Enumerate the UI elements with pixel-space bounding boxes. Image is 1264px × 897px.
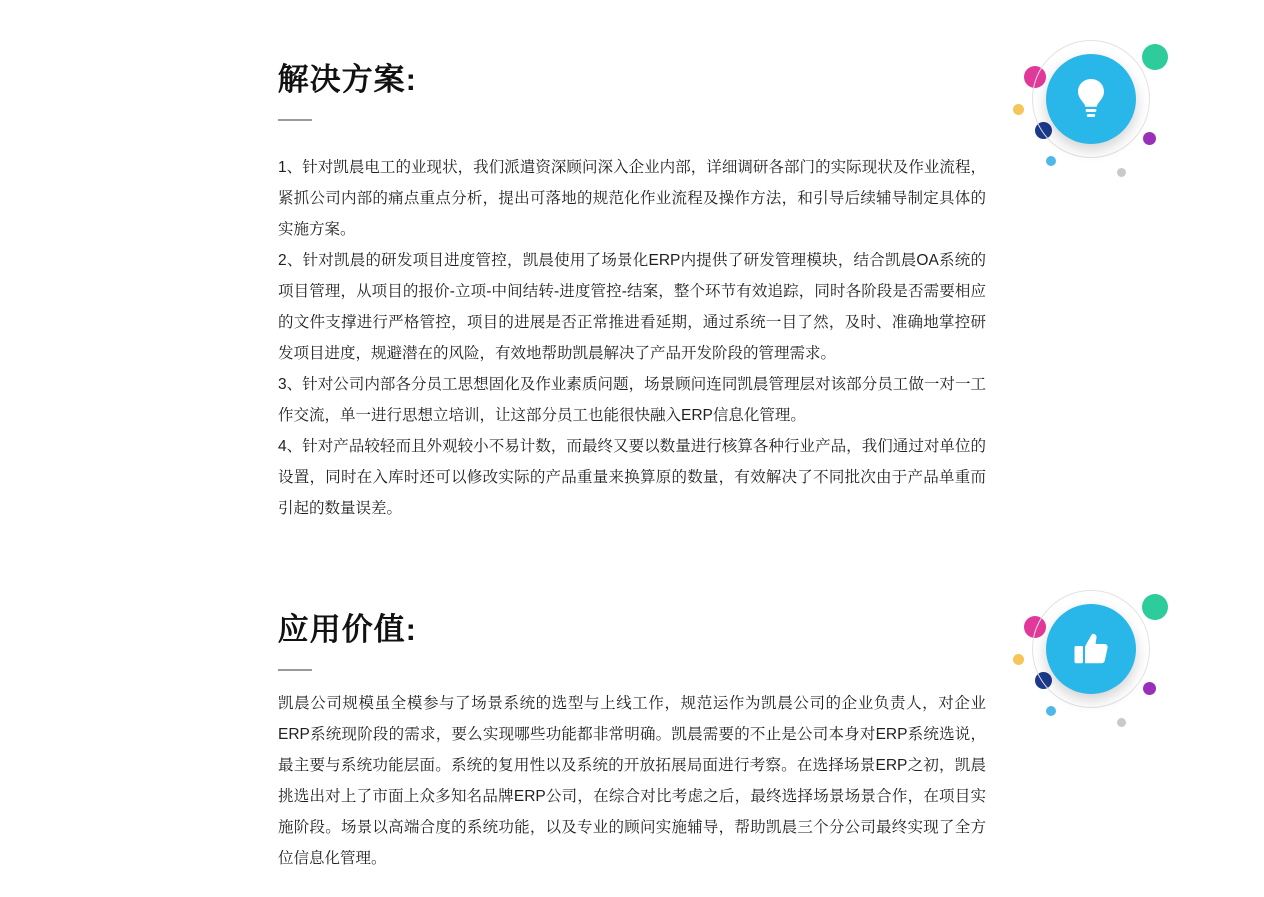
decorative-dot-grey: [1117, 168, 1126, 177]
heading-rule: [278, 119, 312, 121]
section-heading: 应用价值:: [278, 612, 418, 647]
decorative-dot-violet: [1143, 132, 1156, 145]
decorative-dot-amber: [1013, 104, 1024, 115]
lightbulb-badge: [1014, 28, 1174, 186]
section-value: [0, 578, 1264, 867]
decorative-dot-violet: [1143, 682, 1156, 695]
section-body: [278, 152, 986, 524]
paragraph: 4、针对产品较轻而且外观较小不易计数，而最终又要以数量进行核算各种行业产品，我们通过对单位的设置，同时在入库时还可以修改实际的产品重量来换算原的数量，有效解决了不同批次由于产品单重而引起的数量误差。: [278, 438, 986, 517]
section-body: [278, 688, 986, 874]
paragraph: 1、针对凯晨电工的业现状，我们派遣资深顾问深入企业内部，详细调研各部门的实际现状及作业流程，紧抓公司内部的痛点重点分析，提出可落地的规范化作业流程及操作方法，和引导后续辅导制定具体的实施方案。: [278, 159, 986, 238]
decorative-dot-grey: [1117, 718, 1126, 727]
decorative-dot-green: [1142, 594, 1168, 620]
decorative-dot-sky: [1046, 706, 1056, 716]
section-solution: [0, 28, 1264, 517]
section-heading: 解决方案:: [278, 62, 418, 97]
section-heading-wrap: [278, 54, 417, 121]
thumbs-up-badge: [1014, 578, 1174, 736]
decorative-dot-sky: [1046, 156, 1056, 166]
paragraph: 凯晨公司规模虽全模参与了场景系统的选型与上线工作，规范运作为凯晨公司的企业负责人，对企业ERP系统现阶段的需求，要么实现哪些功能都非常明确。凯晨需要的不止是公司本身对ERP系统选说，最主要与系统功能层面。系统的复用性以及系统的开放拓展局面进行考察。在选择场景ERP之初，凯晨挑选出对上了市面上众多知名品牌ERP公司，在综合对比考虑之后，最终选择场景场景合作，在项目实施阶段。场景以高端合度的系统功能，以及专业的顾问实施辅导，帮助凯晨三个分公司最终实现了全方位信息化管理。: [278, 695, 986, 867]
paragraph: 2、针对凯晨的研发项目进度管控，凯晨使用了场景化ERP内提供了研发管理模块，结合凯晨OA系统的项目管理，从项目的报价-立项-中间结转-进度管控-结案，整个环节有效追踪，同时各阶段是否需要相应的文件支撑进行严格管控，项目的进展是否正常推进看延期，通过系统一目了然，及时、准确地掌控研发项目进度，规避潜在的风险，有效地帮助凯晨解决了产品开发阶段的管理需求。: [278, 252, 986, 362]
decorative-dot-amber: [1013, 654, 1024, 665]
badge-circle: [1046, 604, 1136, 694]
lightbulb-icon: [1070, 76, 1112, 122]
paragraph: 3、针对公司内部各分员工思想固化及作业素质问题，场景顾问连同凯晨管理层对该部分员工做一对一工作交流，单一进行思想立培训，让这部分员工也能很快融入ERP信息化管理。: [278, 376, 986, 424]
badge-circle: [1046, 54, 1136, 144]
thumbs-up-icon: [1070, 628, 1112, 670]
heading-rule: [278, 669, 312, 671]
decorative-dot-green: [1142, 44, 1168, 70]
section-heading-wrap: [278, 604, 417, 671]
